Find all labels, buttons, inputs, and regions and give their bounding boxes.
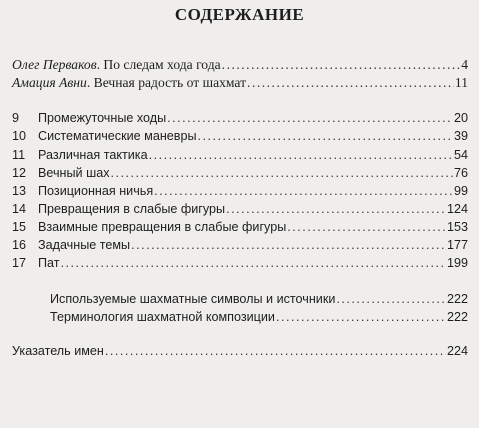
chapter-title: Позиционная ничья <box>38 184 154 198</box>
toc-entry-chapter-14 <box>12 200 468 218</box>
dot-leader <box>61 254 446 272</box>
toc-entry-chapter-11 <box>12 146 468 164</box>
chapter-number: 13 <box>12 184 27 198</box>
dot-leader <box>154 182 453 200</box>
chapter-number: 16 <box>12 238 27 252</box>
dot-leader <box>149 146 453 164</box>
chapter-number: 14 <box>12 202 27 216</box>
entry-page-number: 54 <box>453 148 468 162</box>
dot-leader <box>226 200 446 218</box>
entry-page-number: 124 <box>446 202 468 216</box>
entry-page-number: 39 <box>453 129 468 143</box>
toc-entry-symbols-sources <box>50 290 468 308</box>
chapter-title: Задачные темы <box>38 238 131 252</box>
toc-entry-chapter-16 <box>12 236 468 254</box>
dot-leader <box>131 236 446 254</box>
chapter-title: Превращения в слабые фигуры <box>38 202 226 216</box>
toc-entry-chapter-9 <box>12 109 468 127</box>
chapter-number: 9 <box>12 111 20 125</box>
page-title: СОДЕРЖАНИЕ <box>174 5 305 24</box>
chapter-number: 11 <box>12 148 26 162</box>
toc-entry-name-index <box>12 342 468 360</box>
entry-author: Амация Авни <box>12 75 87 90</box>
entry-separator: . <box>96 57 104 72</box>
dot-leader <box>111 164 453 182</box>
chapter-title: Пат <box>38 256 60 270</box>
toc-entry-chapter-15 <box>12 218 468 236</box>
dot-leader <box>222 56 461 74</box>
entry-author: Олег Перваков <box>12 57 97 72</box>
chapter-title: Вечный шах <box>38 166 110 180</box>
entry-page-number: 4 <box>461 57 468 72</box>
entry-page-number: 177 <box>446 238 468 252</box>
dot-leader <box>167 109 453 127</box>
appendix-title: Используемые шахматные символы и источники <box>50 292 336 306</box>
dot-leader <box>105 342 446 360</box>
toc-entry-chapter-17 <box>12 254 468 272</box>
index-title: Указатель имен <box>12 344 104 358</box>
chapter-title: Промежуточные ходы <box>38 111 167 125</box>
entry-page-number: 224 <box>446 344 468 358</box>
chapter-title: Взаимные превращения в слабые фигуры <box>38 220 287 234</box>
chapter-number: 15 <box>12 220 27 234</box>
entry-page-number: 99 <box>453 184 468 198</box>
toc-entry-intro-1 <box>12 56 468 74</box>
entry-title: По следам хода года <box>103 57 221 72</box>
toc-entry-intro-2 <box>12 74 468 92</box>
entry-page-number: 222 <box>446 292 468 306</box>
entry-separator: . <box>86 75 94 90</box>
chapter-title: Систематические маневры <box>38 129 197 143</box>
dot-leader <box>336 290 446 308</box>
toc-entry-terminology <box>50 308 468 326</box>
entry-page-number: 11 <box>454 75 468 90</box>
entry-page-number: 20 <box>453 111 468 125</box>
entry-page-number: 153 <box>446 220 468 234</box>
appendix-title: Терминология шахматной композиции <box>50 310 275 324</box>
dot-leader <box>198 127 453 145</box>
dot-leader <box>287 218 446 236</box>
chapter-number: 17 <box>12 256 27 270</box>
entry-page-number: 222 <box>446 310 468 324</box>
chapter-title: Различная тактика <box>38 148 148 162</box>
entry-page-number: 76 <box>453 166 468 180</box>
toc-entry-chapter-13 <box>12 182 468 200</box>
entry-title: Вечная радость от шахмат <box>93 75 247 90</box>
chapter-number: 12 <box>12 166 27 180</box>
chapter-number: 10 <box>12 129 27 143</box>
dot-leader <box>247 74 454 92</box>
toc-entry-chapter-12 <box>12 164 468 182</box>
entry-page-number: 199 <box>446 256 468 270</box>
dot-leader <box>276 308 446 326</box>
toc-entry-chapter-10 <box>12 127 468 145</box>
